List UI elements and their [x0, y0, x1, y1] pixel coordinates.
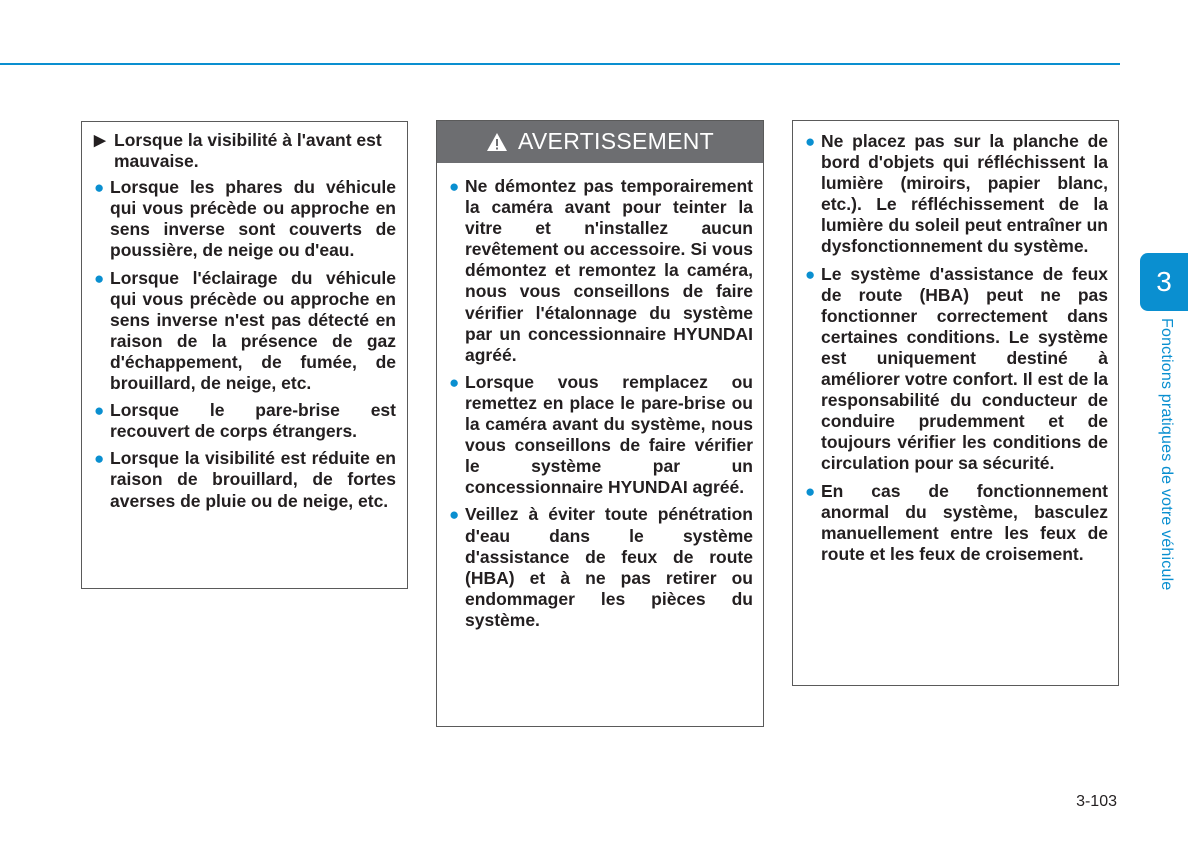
list-item-text: Ne démontez pas temporairement la caméra avant pour teinter la vitre et n'installez aucun revêtement ou accessoire. Si vous démontez et remontez la caméra, nous vous conseillons de faire vérifier l'étalonnage du système par un concessionnaire HYUNDAI agréé.	[465, 176, 753, 365]
list-item	[449, 176, 753, 366]
list-item-text: Lorsque vous remplacez ou remettez en place le pare-brise ou la caméra avant du système, nous vous conseillons de faire vérifier le système par un concessionnaire HYUNDAI agréé.	[465, 371, 753, 498]
bullet-icon: ●	[94, 268, 105, 288]
list-item	[805, 481, 1108, 565]
top-rule	[0, 63, 1120, 65]
list-item-text: Lorsque la visibilité est réduite en raison de brouillard, de fortes averses de pluie ou de neige, etc.	[110, 448, 396, 511]
page-number: 3-103	[1076, 793, 1117, 810]
bullet-icon: ●	[805, 264, 816, 284]
list-item-text: Lorsque l'éclairage du véhicule qui vous précède ou approche en sens inverse n'est pas détecté en raison de la présence de gaz d'échappement, de fumée, de brouillard, de neige, etc.	[110, 267, 396, 394]
list-item-text: En cas de fonctionnement anormal du système, basculez manuellement entre les feux de route et les feux de croisement.	[821, 480, 1108, 564]
bullet-icon: ●	[94, 178, 105, 198]
bullet-icon: ●	[805, 132, 816, 151]
warning-title: AVERTISSEMENT	[517, 128, 715, 155]
warning-triangle-icon	[486, 132, 508, 152]
bullet-icon: ●	[449, 177, 460, 196]
list-item	[94, 268, 396, 395]
warning-header	[437, 121, 763, 163]
bullet-icon: ●	[94, 449, 105, 469]
list-item	[449, 504, 753, 631]
list-item	[805, 131, 1108, 258]
lead-text: Lorsque la visibilité à l'avant est mauvaise.	[114, 130, 382, 172]
list-item-text: Veillez à éviter toute pénétration d'eau dans le système d'assistance de feux de route (HBA) et à ne pas retirer ou endommager les pièces du système.	[465, 504, 753, 630]
system-notes-box	[792, 120, 1119, 686]
list-item	[94, 448, 396, 511]
list-item-text: Ne placez pas sur la planche de bord d'objets qui réfléchissent la lumière (miroirs, papier blanc, etc.). Le réfléchissement de la lumière du soleil peut entraîner un dysfonctionnement du système.	[821, 131, 1108, 257]
list-item	[805, 264, 1108, 475]
list-item	[449, 372, 753, 499]
list-item	[94, 177, 396, 261]
bullet-icon: ●	[449, 505, 460, 525]
list-item-text: Lorsque les phares du véhicule qui vous précède ou approche en sens inverse sont couverts de poussière, de neige ou d'eau.	[110, 177, 396, 261]
lead-condition	[94, 130, 396, 172]
list-item	[94, 400, 396, 442]
warning-box	[436, 120, 764, 727]
triangle-right-icon: ▶	[94, 132, 106, 149]
notes-list	[805, 131, 1108, 565]
list-item-text: Lorsque le pare-brise est recouvert de corps étrangers.	[110, 400, 396, 442]
warning-body	[437, 163, 763, 631]
chapter-tab: 3	[1140, 253, 1188, 311]
bullet-icon: ●	[805, 481, 816, 501]
chapter-title: Fonctions pratiques de votre véhicule	[1158, 318, 1175, 591]
bullet-icon: ●	[94, 401, 105, 421]
bullet-icon: ●	[449, 372, 460, 392]
conditions-list	[94, 177, 396, 511]
visibility-conditions-box	[81, 121, 408, 589]
warning-list	[449, 176, 753, 631]
list-item-text: Le système d'assistance de feux de route (HBA) peut ne pas fonctionner correctement dans certaines conditions. Le système est uniquement destiné à améliorer votre confort. Il est de la responsabilité du conducteur de conduire prudemment et de toujours vérifier les conditions de circulation pour sa sécurité.	[821, 263, 1108, 474]
